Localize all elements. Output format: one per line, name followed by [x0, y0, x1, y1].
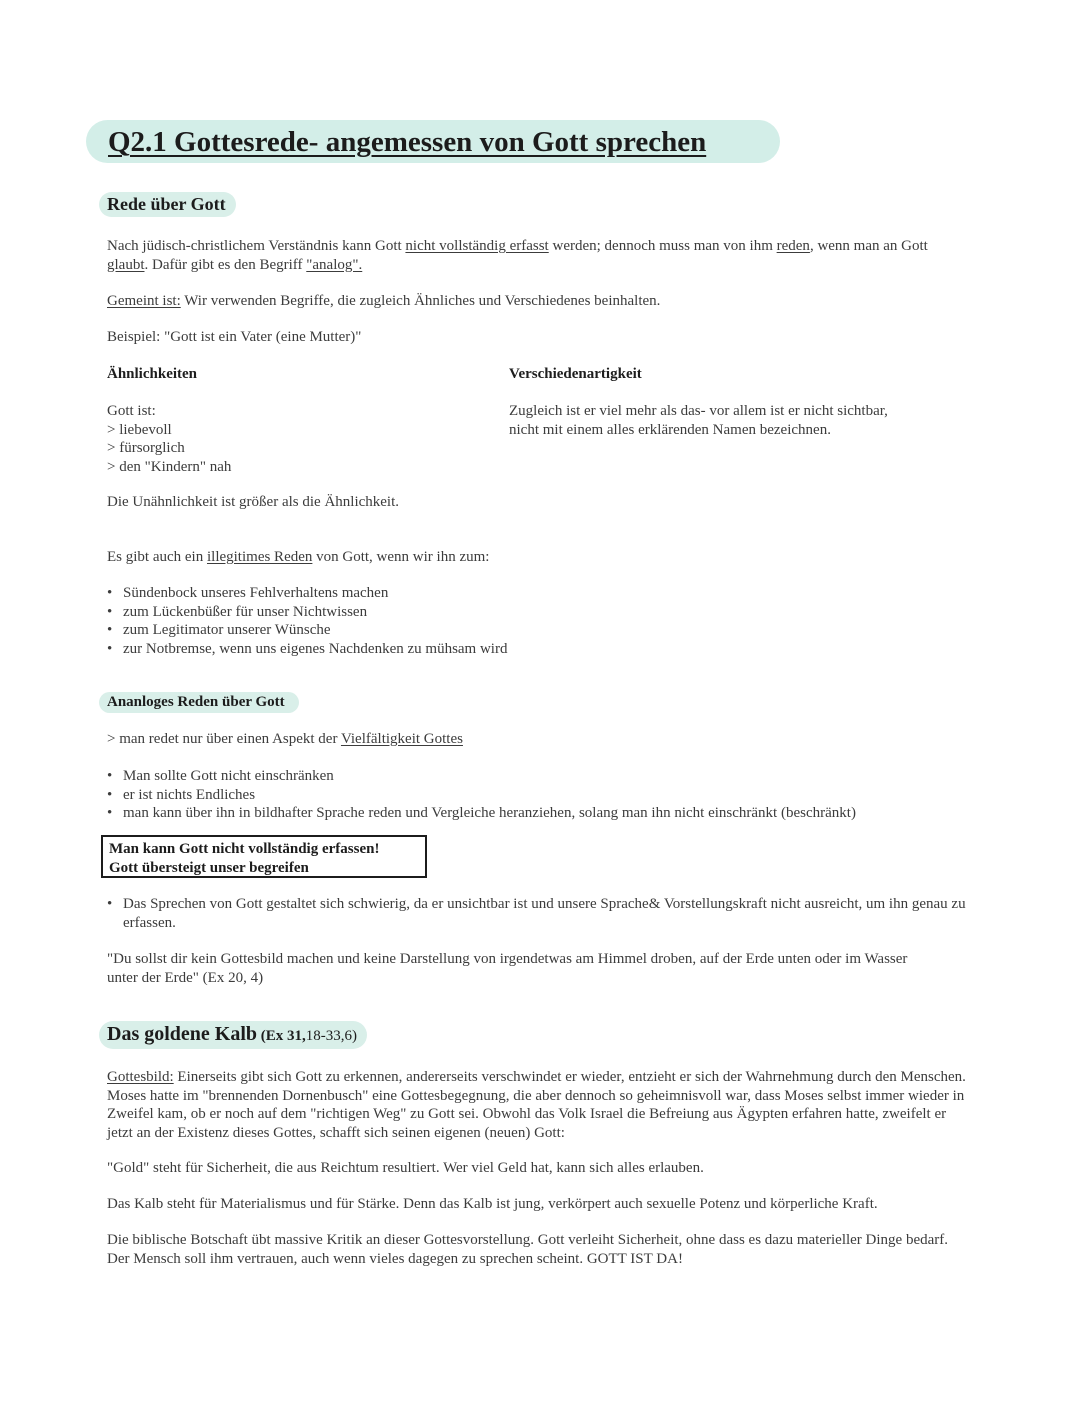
underlined-term: "analog".	[306, 256, 363, 273]
list-item: • Man sollte Gott nicht einschränken	[107, 767, 977, 786]
intro-paragraph	[107, 237, 967, 274]
similarity-line: > fürsorglich	[107, 440, 185, 456]
key-statement-line: Gott übersteigt unser begreifen	[109, 859, 309, 876]
text-fragment: werden; dennoch muss man von ihm	[548, 238, 777, 254]
section-heading-goldenes-kalb	[99, 1021, 367, 1049]
key-statement-line: Man kann Gott nicht vollständig erfassen!	[109, 841, 380, 857]
conclusion-line: Die Unähnlichkeit ist größer als die Ähnlichkeit.	[107, 494, 400, 510]
list-item: • zur Notbremse, wenn uns eigenes Nachdenken zu mühsam wird	[107, 640, 967, 659]
page-title: Q2.1 Gottesrede- angemessen von Gott sprechen	[108, 126, 707, 158]
text-fragment: , wenn man an Gott	[809, 238, 928, 254]
meant-label: Gemeint ist:	[107, 293, 181, 309]
section-heading-analoges-reden: Ananloges Reden über Gott	[99, 692, 299, 713]
message-paragraph: Die biblische Botschaft übt massive Kritik an dieser Gottesvorstellung. Gott verleiht Sicherheit, ohne dass es dazu materieller Dinge bedarf. Der Mensch soll ihm vertrauen, auch wenn vieles dagegen zu sprechen scheint. GOTT IST DA!	[107, 1232, 949, 1267]
gottesbild-paragraph	[107, 1068, 967, 1142]
gottesbild-label: Gottesbild:	[107, 1069, 174, 1085]
text-fragment: von Gott, wenn wir ihn zum:	[312, 549, 490, 565]
list-item: • Das Sprechen von Gott gestaltet sich schwierig, da er unsichtbar ist und unsere Sprache& Vorstellungskraft nicht ausreicht, um ihn genau zu erfassen.	[107, 895, 967, 932]
gold-paragraph: "Gold" steht für Sicherheit, die aus Reichtum resultiert. Wer viel Geld hat, kann sich alles erlauben.	[107, 1160, 704, 1176]
meant-text: Wir verwenden Begriffe, die zugleich Ähnliches und Verschiedenes beinhalten.	[180, 293, 661, 309]
text-fragment: Nach jüdisch-christlichem Verständnis kann Gott	[107, 238, 406, 254]
meant-paragraph	[107, 292, 660, 311]
differences-text	[509, 402, 888, 439]
key-statement-box	[101, 835, 427, 878]
heading-text: Das goldene Kalb	[107, 1023, 258, 1045]
section-heading-rede-ueber-gott: Rede über Gott	[99, 192, 236, 217]
underlined-term: illegitimes Reden	[206, 549, 313, 565]
calf-paragraph: Das Kalb steht für Materialismus und für Stärke. Denn das Kalb ist jung, verkörpert auch sexuelle Potenz und körperliche Kraft.	[107, 1196, 878, 1212]
heading-reference: (Ex 31,	[257, 1028, 306, 1044]
list-item: • zum Legitimator unserer Wünsche	[107, 621, 967, 640]
illegitimate-list	[107, 584, 967, 658]
text-fragment: > man redet nur über einen Aspekt der	[107, 731, 341, 747]
similarities-list	[107, 402, 231, 476]
difference-line: nicht mit einem alles erklärenden Namen bezeichnen.	[509, 421, 831, 438]
text-fragment: . Dafür gibt es den Begriff	[144, 256, 307, 273]
underlined-term: glaubt	[107, 256, 145, 273]
differences-heading: Verschiedenartigkeit	[509, 366, 642, 382]
aspect-line	[107, 730, 463, 749]
heading-reference: 18-33,6)	[305, 1028, 358, 1044]
text-fragment: Es gibt auch ein	[107, 549, 207, 565]
list-item: • zum Lückenbüßer für unser Nichtwissen	[107, 603, 967, 622]
similarity-line: > liebevoll	[107, 421, 172, 438]
example-line: Beispiel: "Gott ist ein Vater (eine Mutter)"	[107, 329, 362, 345]
gottesbild-text: Einerseits gibt sich Gott zu erkennen, andererseits verschwindet er wieder, entzieht er sich der Wahrnehmung durch den Menschen. Moses hatte im "brennenden Dornenbusch" eine Gottesbegegnung, die aber dennoch so geheimnisvoll war, dass Moses selbst immer wieder in Zweifel kam, ob er noch auf dem "richtigen Weg" zu Gott sei. Obwohl das Volk Israel die Befreiung aus Ägypten erfahren hatte, zweifelt er jetzt an der Existenz dieses Gottes, schafft sich seinen eigenen (neuen) Gott:	[107, 1069, 966, 1141]
underlined-term: nicht vollständig erfasst	[405, 238, 549, 254]
underlined-term: Vielfältigkeit Gottes	[340, 731, 463, 747]
list-item: • er ist nichts Endliches	[107, 786, 977, 805]
list-item: • Sündenbock unseres Fehlverhaltens machen	[107, 584, 967, 603]
bible-quote: "Du sollst dir kein Gottesbild machen und keine Darstellung von irgendetwas am Himmel droben, auf der Erde unten oder im Wasser unter der Erde" (Ex 20, 4)	[107, 951, 908, 986]
underlined-term: reden	[776, 238, 810, 254]
list-item: • man kann über ihn in bildhafter Sprache reden und Vergleiche heranziehen, solang man ihn nicht einschränkt (beschränkt)	[107, 804, 977, 823]
illegitimate-intro	[107, 548, 489, 567]
difference-line: Zugleich ist er viel mehr als das- vor allem ist er nicht sichtbar,	[509, 403, 888, 419]
similarities-heading: Ähnlichkeiten	[107, 366, 198, 382]
similarity-line: Gott ist:	[107, 403, 156, 419]
difficulty-list	[107, 895, 967, 932]
similarity-line: > den "Kindern" nah	[107, 458, 232, 475]
analog-list	[107, 767, 977, 823]
